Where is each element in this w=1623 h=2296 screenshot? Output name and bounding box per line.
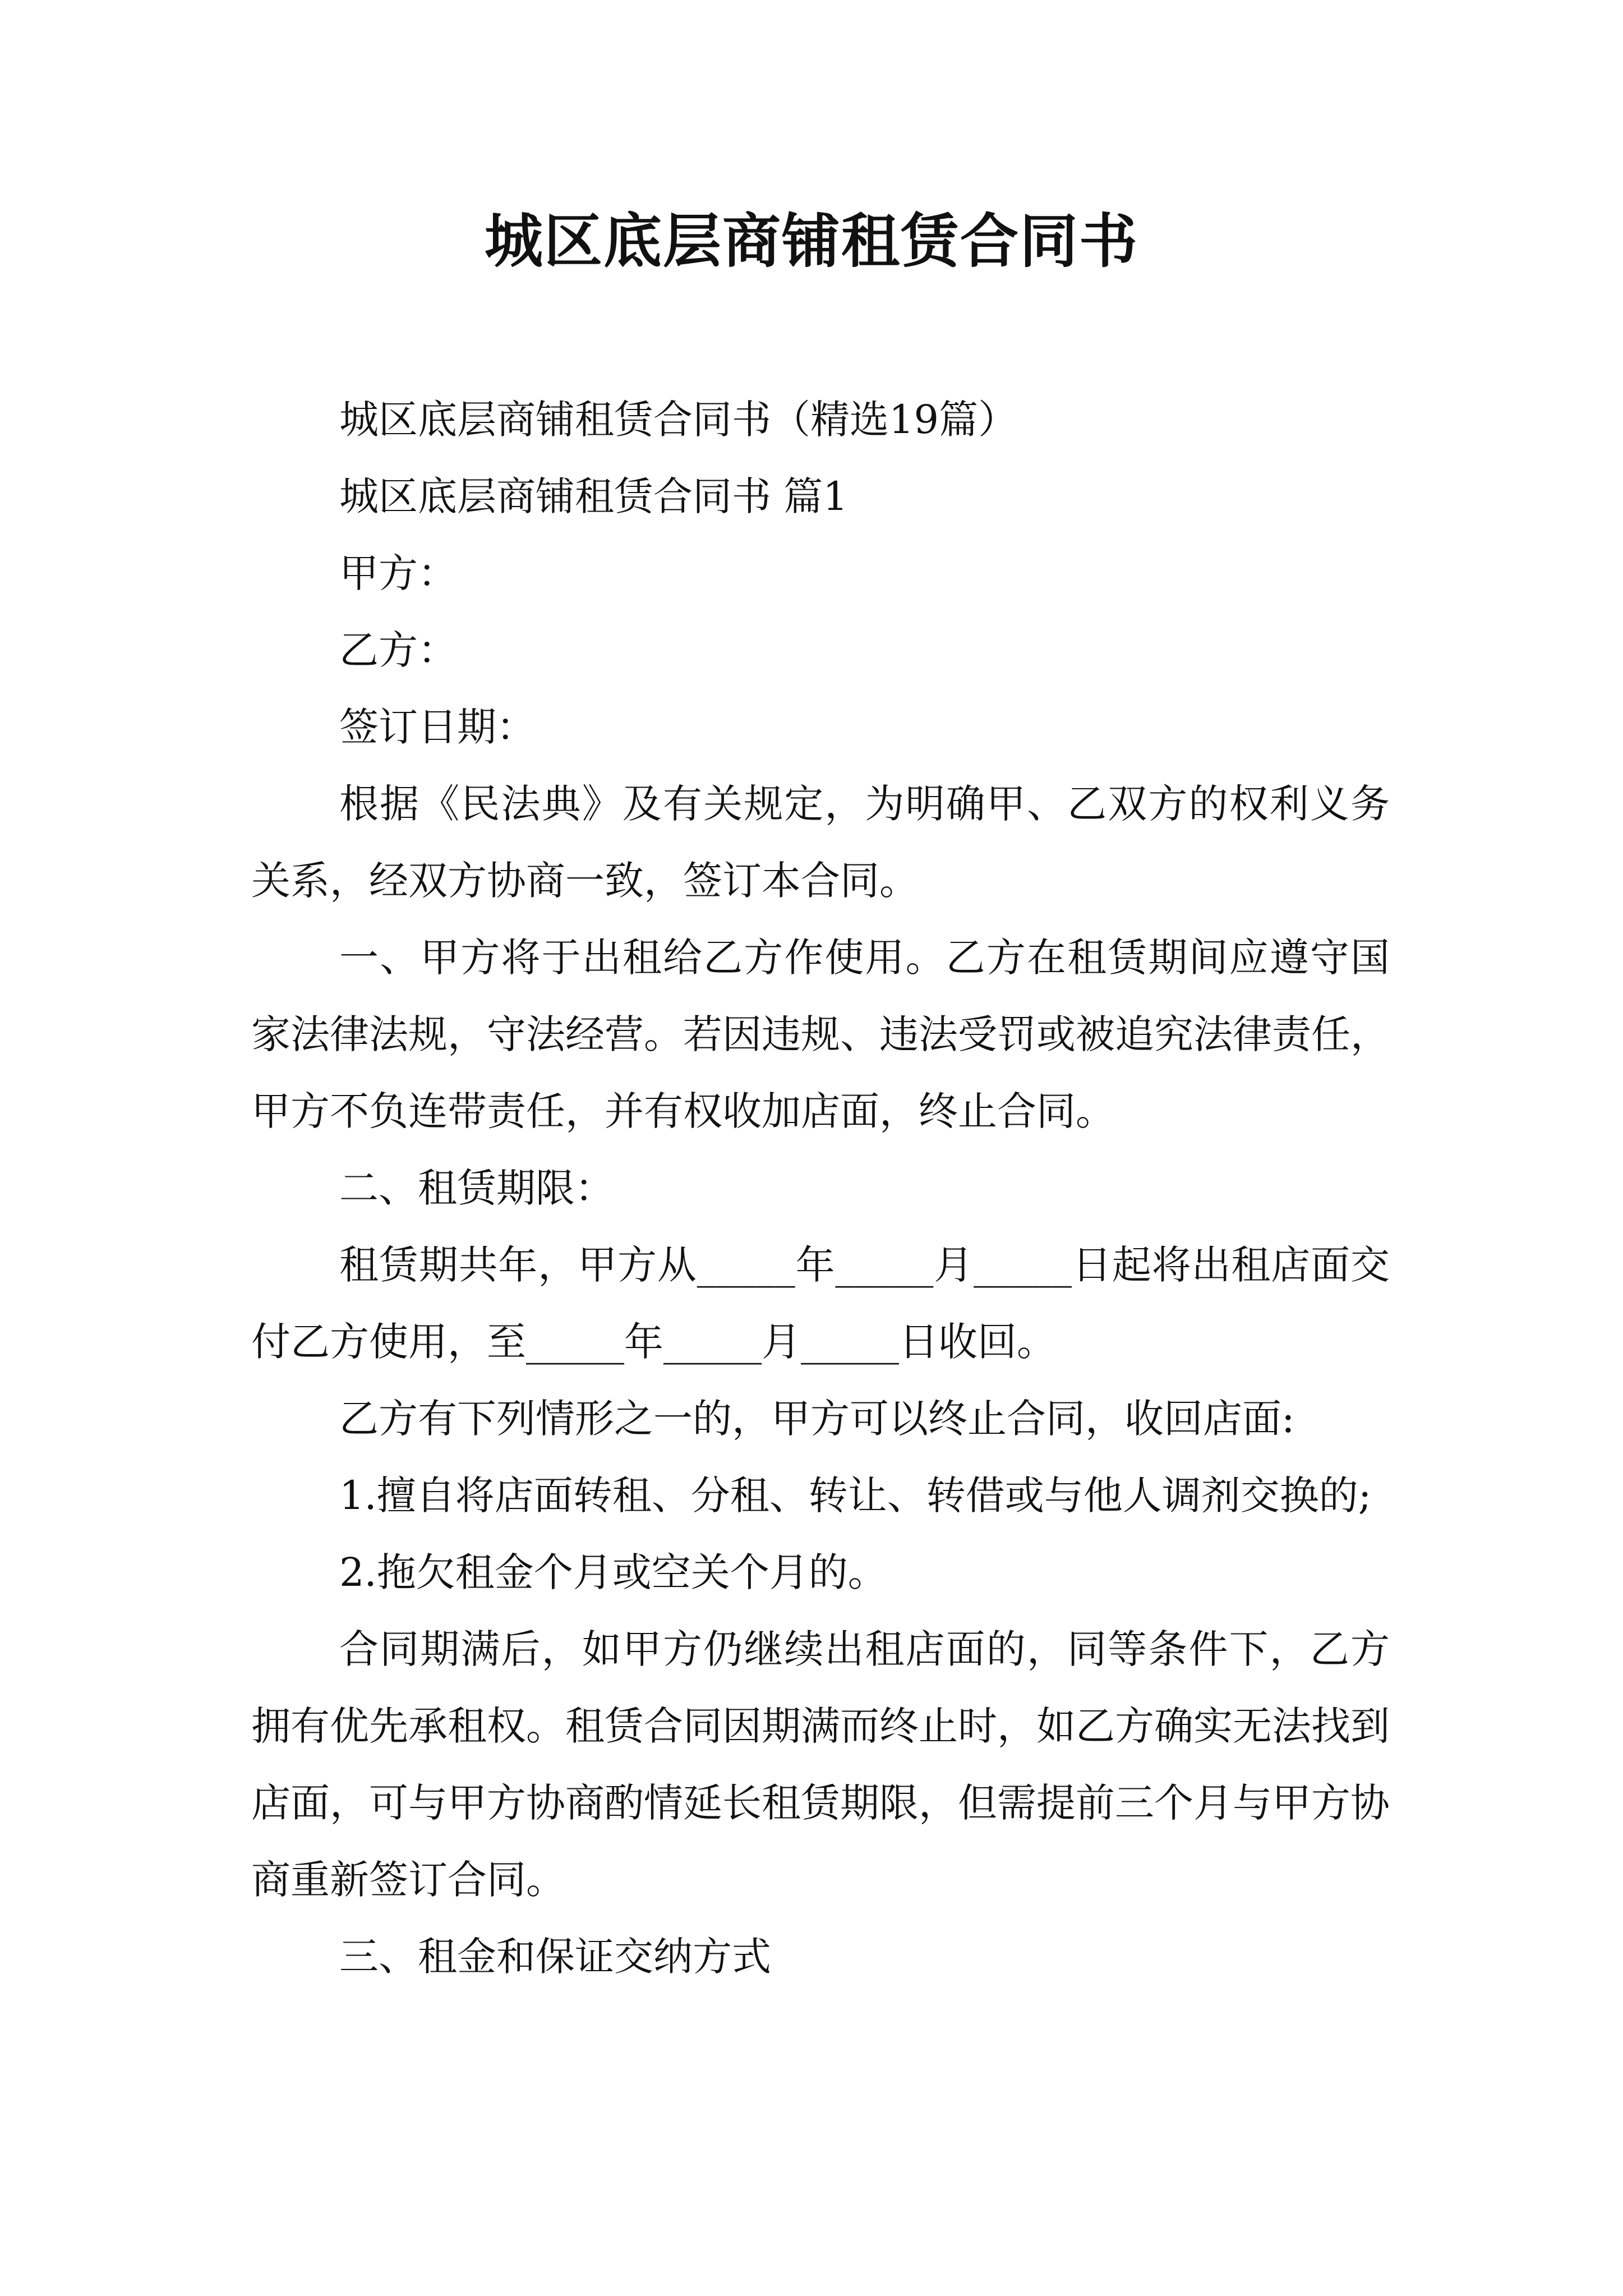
paragraph-clause-2-heading: 二、租赁期限： [339,1165,614,1211]
paragraph-section-heading: 城区底层商铺租赁合同书 篇1 [339,473,848,519]
paragraph-termination-intro: 乙方有下列情形之一的，甲方可以终止合同，收回店面: [339,1396,1295,1442]
paragraph-party-a: 甲方： [339,550,457,596]
paragraph-preamble: 根据《民法典》及有关规定，为明确甲、乙双方的权利义务关系，经双方协商一致，签订本合同。 [251,781,1390,904]
paragraph-termination-item-2: 2.拖欠租金个月或空关个月的。 [339,1549,887,1595]
paragraph-clause-3-heading: 三、租金和保证交纳方式 [339,1934,771,1980]
paragraph-subtitle: 城区底层商铺租赁合同书（精选19篇） [339,397,1018,443]
paragraph-party-b: 乙方： [339,627,457,673]
document-body [251,381,1390,1995]
document-title: 城区底层商铺租赁合同书 [484,206,1138,275]
paragraph-renewal: 合同期满后，如甲方仍继续出租店面的，同等条件下，乙方拥有优先承租权。租赁合同因期满而终止时，如乙方确实无法找到店面，可与甲方协商酌情延长租赁期限，但需提前三个月与甲方协商重新签订合同。 [251,1626,1390,1903]
paragraph-clause-1: 一、甲方将于出租给乙方作使用。乙方在租赁期间应遵守国家法律法规，守法经营。若因违规、违法受罚或被追究法律责任，甲方不负连带责任，并有权收加店面，终止合同。 [251,935,1390,1134]
paragraph-signing-date: 签订日期： [339,704,536,750]
paragraph-lease-term: 租赁期共年，甲方从_____年_____月_____日起将出租店面交付乙方使用，至_____年_____月_____日收回。 [251,1242,1390,1365]
paragraph-termination-item-1: 1.擅自将店面转租、分租、转让、转借或与他人调剂交换的; [339,1473,1372,1519]
